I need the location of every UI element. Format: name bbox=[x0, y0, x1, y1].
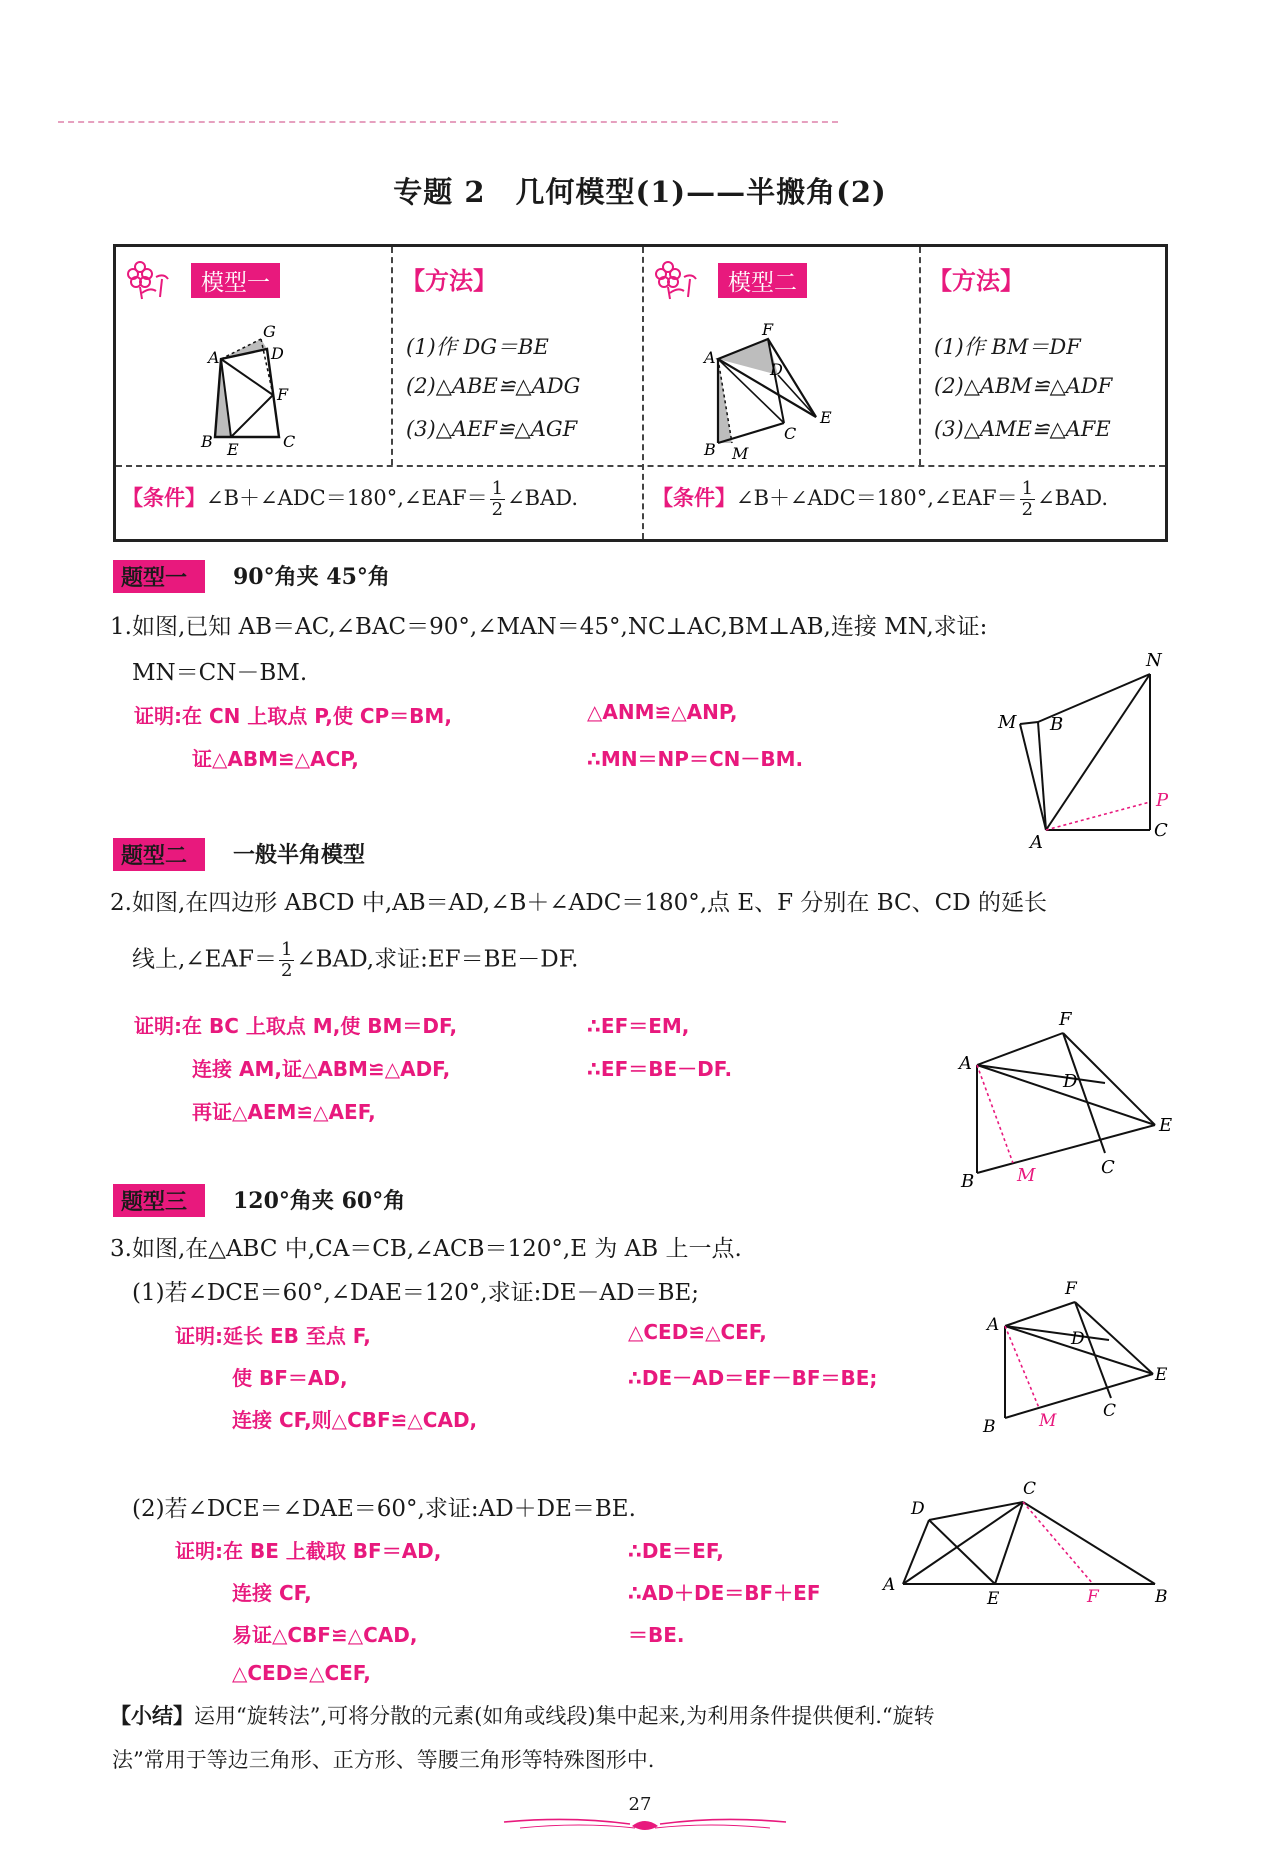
proof-line: 证△ABM≌△ACP, bbox=[192, 747, 359, 771]
point-label-C: C bbox=[1154, 820, 1168, 841]
proof-line: 连接 CF,则△CBF≌△CAD, bbox=[232, 1408, 478, 1432]
point-label-E: E bbox=[227, 440, 239, 459]
summary-text: 法”常用于等边三角形、正方形、等腰三角形等特殊图形中. bbox=[112, 1748, 655, 1772]
point-label-B: B bbox=[1050, 714, 1064, 735]
point-label-F: F bbox=[762, 320, 774, 339]
point-label-A: A bbox=[1030, 832, 1043, 850]
page-title: 专题 2 几何模型(1)——半搬角(2) bbox=[393, 175, 887, 209]
divider bbox=[919, 247, 921, 465]
point-label-A: A bbox=[704, 348, 716, 367]
point-label-E: E bbox=[820, 408, 832, 427]
point-label-P: P bbox=[1156, 790, 1169, 811]
summary-text: 运用“旋转法”,可将分散的元素(如角或线段)集中起来,为利用条件提供便利.“旋转 bbox=[194, 1704, 935, 1728]
proof-line: 易证△CBF≌△CAD, bbox=[232, 1623, 418, 1647]
proof-line: 再证△AEM≌△AEF, bbox=[192, 1100, 376, 1124]
condition-text: ∠BAD. bbox=[507, 486, 579, 510]
problem-text-part: 线上,∠EAF＝ bbox=[132, 946, 277, 973]
point-label-B: B bbox=[961, 1171, 975, 1192]
method-heading: 【方法】 bbox=[401, 267, 497, 295]
fraction-numerator: 1 bbox=[280, 939, 293, 960]
proof-line: ∴EF＝EM, bbox=[587, 1014, 690, 1038]
point-label-D: D bbox=[1071, 1329, 1085, 1349]
fraction-denominator: 2 bbox=[491, 499, 504, 520]
problem-text: (1)若∠DCE＝60°,∠DAE＝120°,求证:DE－AD＝BE; bbox=[132, 1280, 700, 1306]
section-tag: 题型三 bbox=[113, 1184, 205, 1217]
point-label-M: M bbox=[732, 444, 749, 459]
point-label-M: M bbox=[1039, 1411, 1057, 1431]
model-tag: 模型二 bbox=[718, 263, 807, 298]
point-label-C: C bbox=[1101, 1157, 1115, 1178]
fraction-denominator: 2 bbox=[1021, 499, 1034, 520]
condition-label: 【条件】 bbox=[652, 486, 736, 510]
point-label-D: D bbox=[1063, 1071, 1078, 1092]
point-label-N: N bbox=[1146, 650, 1162, 671]
condition bbox=[122, 479, 578, 520]
point-label-A: A bbox=[987, 1315, 1000, 1335]
fraction-numerator: 1 bbox=[491, 478, 504, 499]
proof-line: ∴AD＋DE＝BF＋EF bbox=[628, 1581, 821, 1605]
section-title: 90°角夹 45°角 bbox=[233, 564, 390, 590]
problem2-diagram bbox=[955, 1005, 1180, 1195]
point-label-C: C bbox=[1103, 1401, 1117, 1421]
proof-line: △ANM≌△ANP, bbox=[587, 700, 738, 724]
summary bbox=[110, 1700, 935, 1730]
method-step: (2)△ABE≌△ADG bbox=[406, 374, 581, 398]
point-label-B: B bbox=[201, 432, 213, 451]
point-label-F: F bbox=[1059, 1009, 1072, 1030]
proof-line: 证明:延长 EB 至点 F, bbox=[175, 1324, 371, 1348]
point-label-F: F bbox=[1065, 1279, 1077, 1299]
point-label-D: D bbox=[911, 1499, 925, 1519]
condition-label: 【条件】 bbox=[122, 486, 206, 510]
fraction bbox=[490, 479, 505, 520]
condition-text: ∠B＋∠ADC＝180°,∠EAF＝ bbox=[206, 486, 488, 510]
fraction bbox=[279, 940, 294, 981]
point-label-E: E bbox=[987, 1589, 1000, 1609]
point-label-B: B bbox=[1155, 1587, 1168, 1607]
point-label-G: G bbox=[263, 325, 276, 341]
problem3-part2-diagram bbox=[875, 1480, 1180, 1610]
point-label-F: F bbox=[1087, 1587, 1099, 1607]
section-title: 一般半角模型 bbox=[233, 842, 366, 868]
point-label-D: D bbox=[770, 360, 783, 379]
point-label-M: M bbox=[998, 712, 1017, 733]
summary-label: 【小结】 bbox=[110, 1703, 194, 1728]
point-label-C: C bbox=[784, 424, 797, 443]
footer-ornament bbox=[500, 1812, 790, 1836]
proof-line: 连接 AM,证△ABM≌△ADF, bbox=[192, 1057, 451, 1081]
page-number: 27 bbox=[628, 1794, 652, 1815]
proof-line: 证明:在 BE 上截取 BF＝AD, bbox=[175, 1539, 442, 1563]
proof-line: △CED≌△CEF, bbox=[628, 1320, 767, 1344]
section-tag: 题型二 bbox=[113, 838, 205, 871]
proof-line: 证明:在 CN 上取点 P,使 CP＝BM, bbox=[134, 704, 452, 728]
top-dashed-rule bbox=[58, 121, 838, 123]
flower-icon bbox=[654, 257, 702, 301]
problem3-part1-diagram bbox=[975, 1270, 1180, 1440]
problem-text: 2.如图,在四边形 ABCD 中,AB＝AD,∠B＋∠ADC＝180°,点 E、F 分别在 BC、CD 的延长 bbox=[110, 890, 1047, 916]
model-tag: 模型一 bbox=[191, 263, 280, 298]
fraction-denominator: 2 bbox=[280, 960, 293, 981]
proof-line: ∴MN＝NP＝CN－BM. bbox=[587, 747, 804, 771]
method-heading: 【方法】 bbox=[928, 267, 1024, 295]
condition-text: ∠BAD. bbox=[1037, 486, 1109, 510]
divider bbox=[642, 247, 644, 539]
condition-text: ∠B＋∠ADC＝180°,∠EAF＝ bbox=[736, 486, 1018, 510]
problem1-diagram bbox=[990, 650, 1180, 850]
proof-line: 连接 CF, bbox=[232, 1581, 312, 1605]
condition bbox=[652, 479, 1108, 520]
point-label-F: F bbox=[277, 385, 289, 404]
problem-text: (2)若∠DCE＝∠DAE＝60°,求证:AD＋DE＝BE. bbox=[132, 1496, 636, 1522]
proof-line: ∴DE＝EF, bbox=[628, 1539, 724, 1563]
point-label-D: D bbox=[271, 344, 284, 363]
point-label-B: B bbox=[983, 1417, 996, 1437]
divider bbox=[391, 247, 393, 465]
point-label-E: E bbox=[1155, 1365, 1168, 1385]
divider bbox=[116, 465, 1165, 467]
method-step: (2)△ABM≌△ADF bbox=[934, 374, 1113, 398]
section-title: 120°角夹 60°角 bbox=[233, 1188, 406, 1214]
model1-diagram bbox=[191, 325, 341, 465]
model2-diagram bbox=[696, 319, 846, 459]
point-label-A: A bbox=[959, 1053, 972, 1074]
problem-text: 1.如图,已知 AB＝AC,∠BAC＝90°,∠MAN＝45°,NC⊥AC,BM⊥AB,连接 MN,求证: bbox=[110, 614, 988, 640]
point-label-A: A bbox=[208, 348, 220, 367]
model-box bbox=[113, 244, 1168, 542]
proof-line: ∴EF＝BE－DF. bbox=[587, 1057, 733, 1081]
point-label-A: A bbox=[883, 1575, 896, 1595]
proof-line: ∴DE－AD＝EF－BF＝BE; bbox=[628, 1366, 878, 1390]
fraction bbox=[1020, 479, 1035, 520]
problem-text: 3.如图,在△ABC 中,CA＝CB,∠ACB＝120°,E 为 AB 上一点. bbox=[110, 1236, 742, 1262]
proof-line: △CED≌△CEF, bbox=[232, 1661, 371, 1685]
proof-line: 使 BF＝AD, bbox=[232, 1366, 348, 1390]
point-label-E: E bbox=[1159, 1115, 1173, 1136]
point-label-C: C bbox=[1023, 1480, 1037, 1499]
point-label-C: C bbox=[283, 432, 296, 451]
fraction-numerator: 1 bbox=[1021, 478, 1034, 499]
method-step: (1)作 BM＝DF bbox=[934, 335, 1081, 359]
problem-text-part: ∠BAD,求证:EF＝BE－DF. bbox=[296, 946, 579, 973]
flower-icon bbox=[126, 257, 174, 301]
method-step: (3)△AME≌△AFE bbox=[934, 417, 1111, 441]
problem-text bbox=[132, 940, 578, 981]
method-step: (1)作 DG＝BE bbox=[406, 335, 549, 359]
point-label-B: B bbox=[704, 440, 716, 459]
section-tag: 题型一 bbox=[113, 560, 205, 593]
point-label-M: M bbox=[1017, 1165, 1036, 1186]
problem-text: MN＝CN－BM. bbox=[132, 660, 308, 686]
proof-line: 证明:在 BC 上取点 M,使 BM＝DF, bbox=[134, 1014, 458, 1038]
proof-line: ＝BE. bbox=[628, 1623, 685, 1647]
method-step: (3)△AEF≌△AGF bbox=[406, 417, 578, 441]
